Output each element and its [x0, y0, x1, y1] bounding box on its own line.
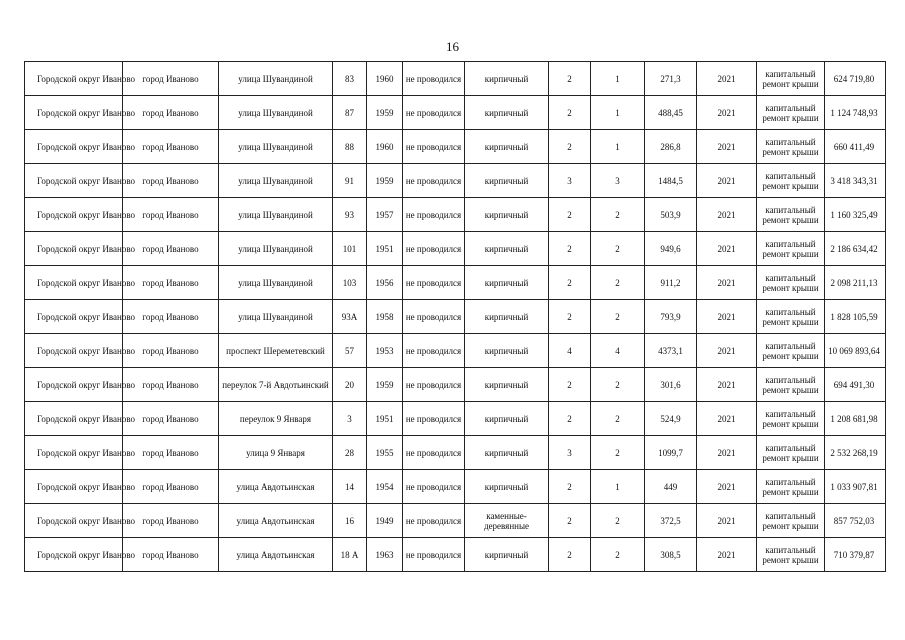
cell-wall-material: кирпичный [465, 470, 549, 504]
cell-year-built: 1957 [367, 198, 403, 232]
cell-work-type: капитальный ремонт крыши [757, 504, 825, 538]
table-body [25, 62, 886, 572]
cell-entrances: 4 [591, 334, 645, 368]
cell-house-number: 91 [333, 164, 367, 198]
cell-district: Городской округ Иваново [25, 232, 123, 266]
cell-district: Городской округ Иваново [25, 470, 123, 504]
cell-plan-year: 2021 [697, 62, 757, 96]
table-row [25, 504, 886, 538]
cell-work-type: капитальный ремонт крыши [757, 96, 825, 130]
cell-wall-material: кирпичный [465, 436, 549, 470]
cell-street: улица Шувандиной [219, 266, 333, 300]
cell-plan-year: 2021 [697, 436, 757, 470]
cell-district: Городской округ Иваново [25, 368, 123, 402]
cell-floors: 2 [549, 538, 591, 572]
cell-plan-year: 2021 [697, 470, 757, 504]
cell-work-type: капитальный ремонт крыши [757, 436, 825, 470]
cell-plan-year: 2021 [697, 232, 757, 266]
cell-cost: 1 033 907,81 [825, 470, 886, 504]
cell-entrances: 1 [591, 96, 645, 130]
cell-year-built: 1951 [367, 402, 403, 436]
cell-city: город Иваново [123, 266, 219, 300]
cell-last-repair: не проводился [403, 538, 465, 572]
cell-work-type: капитальный ремонт крыши [757, 334, 825, 368]
cell-city: город Иваново [123, 164, 219, 198]
cell-city: город Иваново [123, 130, 219, 164]
cell-plan-year: 2021 [697, 368, 757, 402]
cell-entrances: 2 [591, 538, 645, 572]
cell-plan-year: 2021 [697, 198, 757, 232]
cell-floors: 2 [549, 232, 591, 266]
cell-wall-material: кирпичный [465, 164, 549, 198]
cell-city: город Иваново [123, 436, 219, 470]
cell-city: город Иваново [123, 538, 219, 572]
cell-plan-year: 2021 [697, 130, 757, 164]
cell-year-built: 1960 [367, 62, 403, 96]
table-row [25, 334, 886, 368]
cell-district: Городской округ Иваново [25, 300, 123, 334]
cell-cost: 2 186 634,42 [825, 232, 886, 266]
cell-year-built: 1954 [367, 470, 403, 504]
cell-house-number: 28 [333, 436, 367, 470]
buildings-table [24, 61, 886, 572]
cell-last-repair: не проводился [403, 368, 465, 402]
cell-cost: 624 719,80 [825, 62, 886, 96]
cell-plan-year: 2021 [697, 266, 757, 300]
cell-city: город Иваново [123, 504, 219, 538]
cell-year-built: 1959 [367, 96, 403, 130]
cell-last-repair: не проводился [403, 164, 465, 198]
table-row [25, 266, 886, 300]
cell-street: улица Шувандиной [219, 62, 333, 96]
cell-wall-material: кирпичный [465, 130, 549, 164]
cell-city: город Иваново [123, 368, 219, 402]
cell-house-number: 3 [333, 402, 367, 436]
cell-entrances: 2 [591, 368, 645, 402]
cell-plan-year: 2021 [697, 334, 757, 368]
cell-entrances: 1 [591, 470, 645, 504]
cell-plan-year: 2021 [697, 402, 757, 436]
table-row [25, 538, 886, 572]
cell-entrances: 3 [591, 164, 645, 198]
cell-house-number: 83 [333, 62, 367, 96]
cell-wall-material: кирпичный [465, 300, 549, 334]
cell-entrances: 2 [591, 300, 645, 334]
cell-area: 271,3 [645, 62, 697, 96]
cell-district: Городской округ Иваново [25, 334, 123, 368]
cell-plan-year: 2021 [697, 538, 757, 572]
cell-house-number: 18 А [333, 538, 367, 572]
cell-last-repair: не проводился [403, 470, 465, 504]
cell-floors: 2 [549, 300, 591, 334]
cell-street: улица Шувандиной [219, 164, 333, 198]
cell-area: 449 [645, 470, 697, 504]
cell-work-type: капитальный ремонт крыши [757, 164, 825, 198]
cell-floors: 2 [549, 368, 591, 402]
cell-area: 911,2 [645, 266, 697, 300]
table-row [25, 470, 886, 504]
cell-wall-material: кирпичный [465, 402, 549, 436]
cell-city: город Иваново [123, 198, 219, 232]
cell-last-repair: не проводился [403, 436, 465, 470]
cell-plan-year: 2021 [697, 96, 757, 130]
cell-year-built: 1955 [367, 436, 403, 470]
cell-street: улица Авдотьинская [219, 470, 333, 504]
table-row [25, 198, 886, 232]
cell-last-repair: не проводился [403, 130, 465, 164]
cell-floors: 2 [549, 62, 591, 96]
cell-floors: 2 [549, 130, 591, 164]
cell-work-type: капитальный ремонт крыши [757, 198, 825, 232]
cell-entrances: 2 [591, 504, 645, 538]
cell-area: 793,9 [645, 300, 697, 334]
cell-wall-material: кирпичный [465, 232, 549, 266]
cell-year-built: 1949 [367, 504, 403, 538]
cell-cost: 1 828 105,59 [825, 300, 886, 334]
cell-work-type: капитальный ремонт крыши [757, 538, 825, 572]
cell-district: Городской округ Иваново [25, 130, 123, 164]
cell-floors: 3 [549, 436, 591, 470]
cell-work-type: капитальный ремонт крыши [757, 368, 825, 402]
cell-area: 524,9 [645, 402, 697, 436]
table-row [25, 300, 886, 334]
cell-district: Городской округ Иваново [25, 504, 123, 538]
cell-wall-material: кирпичный [465, 334, 549, 368]
cell-cost: 694 491,30 [825, 368, 886, 402]
cell-area: 503,9 [645, 198, 697, 232]
cell-year-built: 1959 [367, 368, 403, 402]
cell-city: город Иваново [123, 232, 219, 266]
cell-year-built: 1960 [367, 130, 403, 164]
table-row [25, 368, 886, 402]
cell-entrances: 2 [591, 266, 645, 300]
cell-cost: 660 411,49 [825, 130, 886, 164]
cell-floors: 2 [549, 96, 591, 130]
cell-entrances: 2 [591, 198, 645, 232]
cell-street: проспект Шереметевский [219, 334, 333, 368]
cell-street: улица Шувандиной [219, 96, 333, 130]
page-number: 16 [446, 39, 459, 54]
cell-floors: 2 [549, 470, 591, 504]
cell-work-type: капитальный ремонт крыши [757, 62, 825, 96]
cell-cost: 1 124 748,93 [825, 96, 886, 130]
cell-cost: 1 160 325,49 [825, 198, 886, 232]
cell-last-repair: не проводился [403, 266, 465, 300]
table-row [25, 96, 886, 130]
cell-last-repair: не проводился [403, 198, 465, 232]
cell-plan-year: 2021 [697, 164, 757, 198]
cell-work-type: капитальный ремонт крыши [757, 402, 825, 436]
cell-street: улица Авдотьинская [219, 504, 333, 538]
cell-district: Городской округ Иваново [25, 402, 123, 436]
cell-entrances: 2 [591, 436, 645, 470]
cell-entrances: 2 [591, 232, 645, 266]
cell-entrances: 1 [591, 130, 645, 164]
cell-last-repair: не проводился [403, 96, 465, 130]
cell-area: 1099,7 [645, 436, 697, 470]
cell-wall-material: кирпичный [465, 368, 549, 402]
cell-cost: 10 069 893,64 [825, 334, 886, 368]
cell-last-repair: не проводился [403, 334, 465, 368]
cell-wall-material: кирпичный [465, 538, 549, 572]
cell-year-built: 1956 [367, 266, 403, 300]
cell-city: город Иваново [123, 300, 219, 334]
cell-work-type: капитальный ремонт крыши [757, 300, 825, 334]
cell-cost: 2 532 268,19 [825, 436, 886, 470]
cell-work-type: капитальный ремонт крыши [757, 470, 825, 504]
cell-street: улица Шувандиной [219, 300, 333, 334]
cell-floors: 3 [549, 164, 591, 198]
table-row [25, 232, 886, 266]
cell-cost: 710 379,87 [825, 538, 886, 572]
cell-district: Городской округ Иваново [25, 198, 123, 232]
cell-plan-year: 2021 [697, 300, 757, 334]
cell-district: Городской округ Иваново [25, 538, 123, 572]
cell-area: 1484,5 [645, 164, 697, 198]
cell-area: 372,5 [645, 504, 697, 538]
table-row [25, 130, 886, 164]
cell-work-type: капитальный ремонт крыши [757, 232, 825, 266]
cell-house-number: 93А [333, 300, 367, 334]
table-row [25, 164, 886, 198]
cell-house-number: 93 [333, 198, 367, 232]
cell-floors: 2 [549, 504, 591, 538]
cell-district: Городской округ Иваново [25, 164, 123, 198]
cell-last-repair: не проводился [403, 232, 465, 266]
cell-area: 949,6 [645, 232, 697, 266]
cell-cost: 1 208 681,98 [825, 402, 886, 436]
cell-street: улица 9 Января [219, 436, 333, 470]
cell-house-number: 87 [333, 96, 367, 130]
cell-work-type: капитальный ремонт крыши [757, 266, 825, 300]
cell-street: улица Авдотьинская [219, 538, 333, 572]
cell-street: переулок 7-й Авдотьинский [219, 368, 333, 402]
cell-street: улица Шувандиной [219, 130, 333, 164]
cell-floors: 2 [549, 198, 591, 232]
cell-city: город Иваново [123, 402, 219, 436]
cell-wall-material: каменные-деревянные [465, 504, 549, 538]
cell-area: 308,5 [645, 538, 697, 572]
cell-city: город Иваново [123, 96, 219, 130]
cell-year-built: 1953 [367, 334, 403, 368]
cell-year-built: 1963 [367, 538, 403, 572]
cell-cost: 2 098 211,13 [825, 266, 886, 300]
cell-street: улица Шувандиной [219, 198, 333, 232]
cell-floors: 2 [549, 266, 591, 300]
cell-year-built: 1958 [367, 300, 403, 334]
cell-last-repair: не проводился [403, 402, 465, 436]
table-row [25, 62, 886, 96]
cell-house-number: 88 [333, 130, 367, 164]
cell-district: Городской округ Иваново [25, 266, 123, 300]
cell-year-built: 1959 [367, 164, 403, 198]
cell-year-built: 1951 [367, 232, 403, 266]
cell-city: город Иваново [123, 334, 219, 368]
cell-house-number: 20 [333, 368, 367, 402]
cell-house-number: 16 [333, 504, 367, 538]
cell-house-number: 103 [333, 266, 367, 300]
cell-last-repair: не проводился [403, 300, 465, 334]
cell-floors: 2 [549, 402, 591, 436]
table-row [25, 436, 886, 470]
cell-entrances: 1 [591, 62, 645, 96]
cell-area: 4373,1 [645, 334, 697, 368]
cell-plan-year: 2021 [697, 504, 757, 538]
cell-house-number: 14 [333, 470, 367, 504]
cell-street: улица Шувандиной [219, 232, 333, 266]
cell-area: 286,8 [645, 130, 697, 164]
cell-area: 488,45 [645, 96, 697, 130]
cell-last-repair: не проводился [403, 504, 465, 538]
cell-wall-material: кирпичный [465, 96, 549, 130]
cell-house-number: 57 [333, 334, 367, 368]
cell-wall-material: кирпичный [465, 266, 549, 300]
cell-house-number: 101 [333, 232, 367, 266]
cell-floors: 4 [549, 334, 591, 368]
cell-city: город Иваново [123, 62, 219, 96]
cell-wall-material: кирпичный [465, 198, 549, 232]
cell-entrances: 2 [591, 402, 645, 436]
cell-last-repair: не проводился [403, 62, 465, 96]
cell-cost: 857 752,03 [825, 504, 886, 538]
cell-area: 301,6 [645, 368, 697, 402]
cell-cost: 3 418 343,31 [825, 164, 886, 198]
cell-wall-material: кирпичный [465, 62, 549, 96]
cell-district: Городской округ Иваново [25, 96, 123, 130]
cell-district: Городской округ Иваново [25, 436, 123, 470]
cell-district: Городской округ Иваново [25, 62, 123, 96]
cell-street: переулок 9 Января [219, 402, 333, 436]
cell-city: город Иваново [123, 470, 219, 504]
cell-work-type: капитальный ремонт крыши [757, 130, 825, 164]
table-row [25, 402, 886, 436]
